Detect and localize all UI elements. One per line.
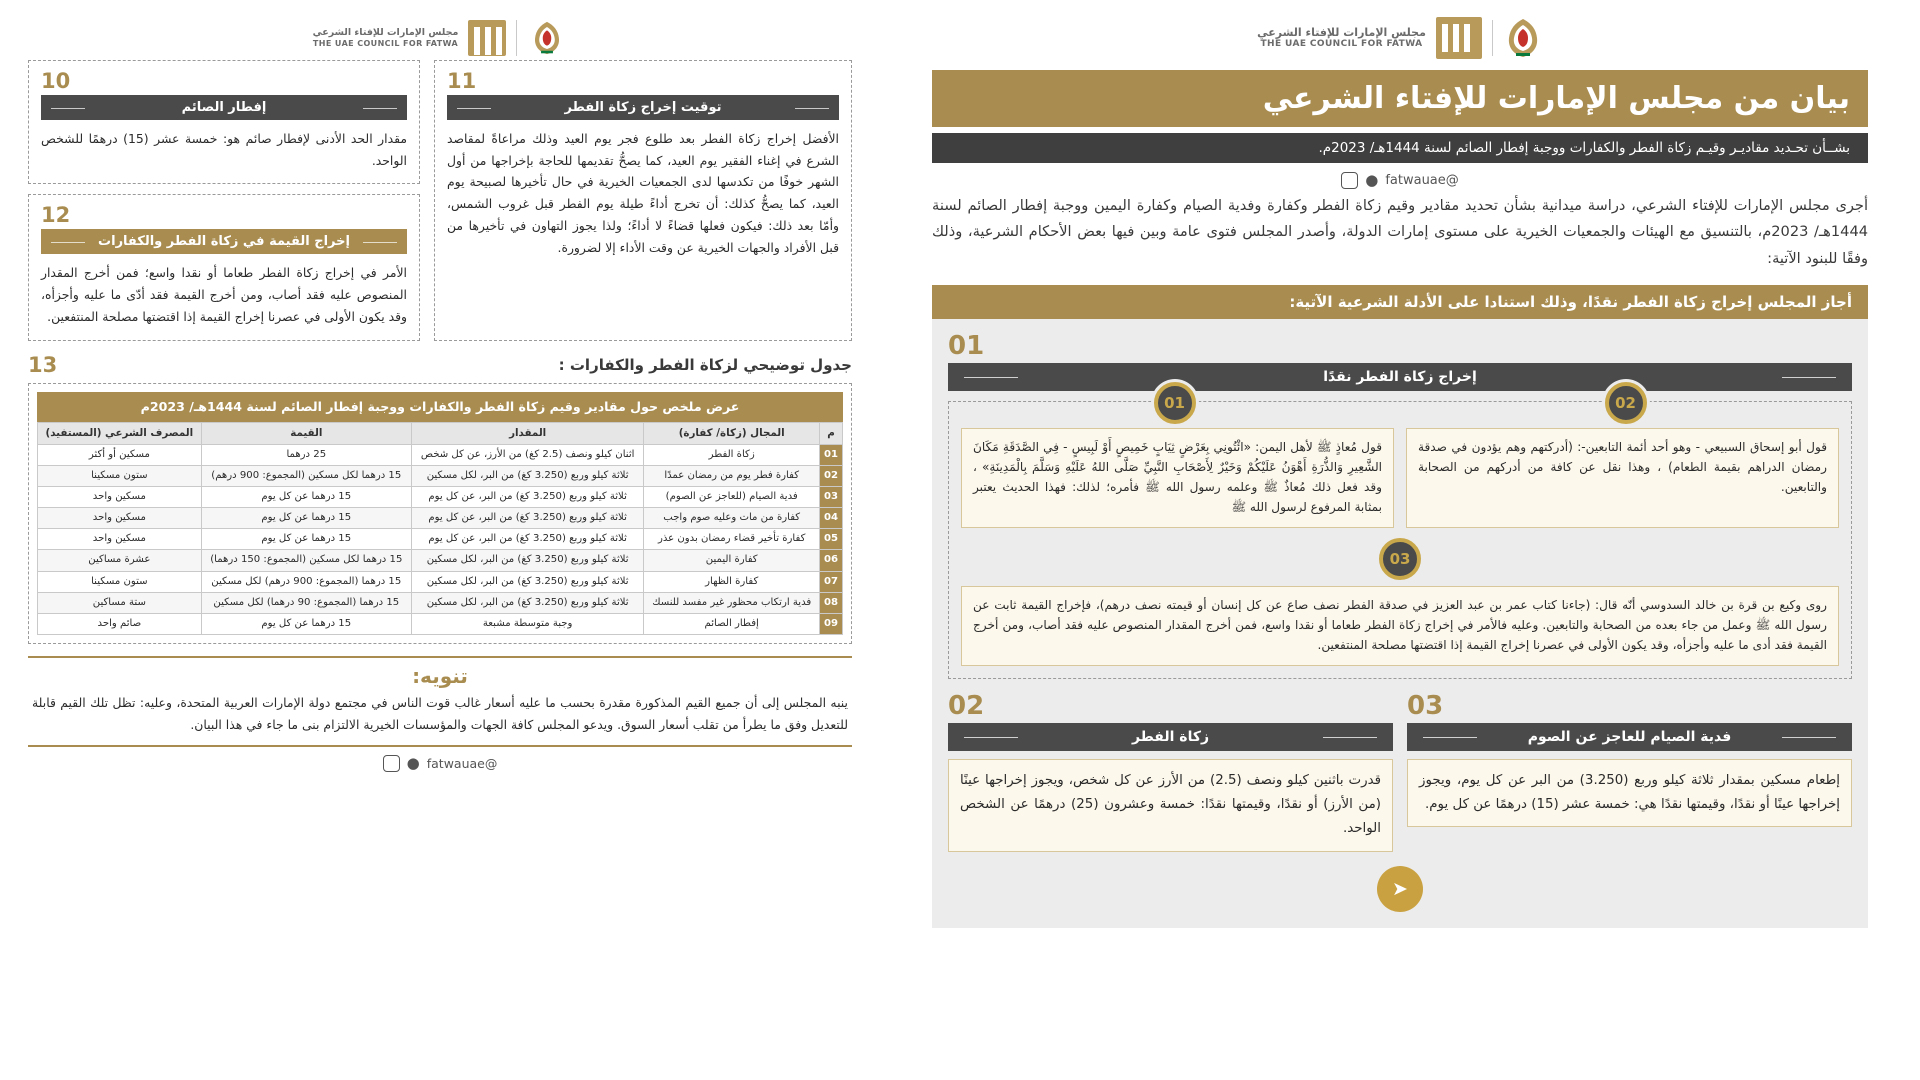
section-03-heading: فدية الصيام للعاجز عن الصوم (1407, 723, 1852, 751)
box-10-text: مقدار الحد الأدنى لإفطار صائم هو: خمسة عشر (15) درهمًا للشخص الواحد. (41, 131, 407, 168)
section-03-col (1407, 693, 1852, 851)
cell-field: كفارة فطر يوم من رمضان عمدًا (644, 465, 820, 486)
page-title: بيان من مجلس الإمارات للإفتاء الشرعي (1262, 81, 1850, 116)
uae-falcon-emblem-icon (1503, 16, 1543, 60)
evidence-cards-row (961, 428, 1839, 528)
left-panel (880, 0, 1920, 1080)
th-idx: م (819, 423, 842, 444)
handle-text-top: @fatwauae (1385, 172, 1459, 188)
box-11-number: 11 (447, 69, 477, 93)
table-caption: عرض ملخص حول مقادير وقيم زكاة الفطر والكفارات ووجبة إفطار الصائم لسنة 1444هـ/ 2023م (37, 392, 843, 423)
section-02-number: 02 (948, 691, 985, 722)
logo-left (880, 0, 1920, 60)
cell-amount: وجبة متوسطة مشبعة (411, 613, 644, 634)
section-13-number: 13 (28, 352, 58, 377)
notice-block (28, 656, 852, 747)
section-13-title: جدول توضيحي لزكاة الفطر والكفارات : (558, 355, 852, 374)
council-mark-icon-right (468, 20, 506, 56)
cell-field: فدية ارتكاب محظور غير مفسد للنسك (644, 592, 820, 613)
right-content (0, 60, 880, 772)
section-02-text: قدرت باثنين كيلو ونصف (2.5) من الأرز عن كل شخص، ويجوز إخراجها عينًا (من الأرز) أو نقدًا، وقيمتها نقدًا: خمسة وعشرون (25) درهمًا عن الشخص الواحد. (948, 759, 1393, 851)
cell-field: كفارة الظهار (644, 571, 820, 592)
evidence-circle-02: 02 (1605, 382, 1647, 424)
cell-amount: اثنان كيلو ونصف (2.5 كغ) من الأرز، عن كل شخص (411, 444, 644, 465)
box-12-heading: إخراج القيمة في زكاة الفطر والكفارات (41, 229, 407, 254)
cell-value: 15 درهما (المجموع: 90 درهما) لكل مسكين (201, 592, 411, 613)
logo-text-right (313, 27, 459, 49)
cell-beneficiary: ستة مساكين (38, 592, 202, 613)
section-13-header (28, 353, 852, 377)
cell-index: 03 (819, 487, 842, 508)
evidence-circle-03-wrap (961, 538, 1839, 580)
cell-index: 09 (819, 613, 842, 634)
table-header-row (38, 423, 843, 444)
chevron-next-icon[interactable]: ➤ (1377, 866, 1423, 912)
intro-paragraph: أجرى مجلس الإمارات للإفتاء الشرعي، دراسة ميدانية بشأن تحديد مقادير وقيم زكاة الفطر وكفارة وفدية الصيام وكفارة اليمين ووجبة إفطار الصائم لسنة 1444هـ/ 2023م، بالتنسيق مع الهيئات والجمعيات الخيرية على مستوى إمارات الدولة، وأصدر المجلس فتوى عامة وبين فيها بعض الأحكام الشرعية، وذلك وفقًا للبنود الآتية: (932, 196, 1869, 268)
logo-arabic-right: مجلس الإمارات للإفتاء الشرعي (312, 27, 459, 39)
cell-value: 25 درهما (201, 444, 411, 465)
cell-index: 01 (819, 444, 842, 465)
box-11-text: الأفضل إخراج زكاة الفطر بعد طلوع فجر يوم العيد وذلك مراعاةً لمقاصد الشرع في إغناء الفقير يوم العيد، كما يصحُّ تقديمها للحاجة بإخراجها من أول الشهر خوفًا من تكدسها لدى الجمعيات الخيرية في حال تأخيرها لصبيحة يوم العيد، كما يصحُّ كذلك: أن تخرج أداءً طيلة يوم الفطر قبل غروب الشمس، وأمّا بعد ذلك: فيكون فعلها قضاءً لا أداءً؛ ولذا يجوز التهاون في تأخيرها من قبل الأفراد والجهات الخيرية عن وقت الأداء إلا لضرورة. (447, 131, 839, 255)
section-01-heading: إخراج زكاة الفطر نقدًا (948, 363, 1852, 391)
instagram-icon[interactable] (1341, 172, 1358, 189)
th-beneficiary: المصرف الشرعي (المستفيد) (38, 423, 202, 444)
th-field: المجال (زكاة/ كفارة) (644, 423, 820, 444)
table-row (38, 508, 843, 529)
section-01-number: 01 (948, 331, 985, 362)
page-subtitle: بشــأن تحـديد مقاديـر وقيـم زكاة الفطر والكفارات ووجبة إفطار الصائم لسنة 1444هـ/ 2023م. (932, 133, 1868, 163)
cell-beneficiary: مسكين واحد (38, 487, 202, 508)
table-body (38, 444, 843, 634)
cell-index: 06 (819, 550, 842, 571)
box-10-heading: إفطار الصائم (41, 95, 407, 120)
box-12-text: الأمر في إخراج زكاة الفطر طعاما أو نقدا واسع؛ فمن أخرج المقدار المنصوص عليه فقد أصاب، ومن أخرج القيمة فقد أدّى ما عليه وأجزأه، وقد يكون الأولى في عصرنا إخراج القيمة إذا اقتضتها مصلحة المنتفعين. (41, 265, 407, 324)
evidence-card-03: روى وكيع بن قرة بن خالد السدوسي أنّه قال: (جاءنا كتاب عمر بن عبد العزيز في صدقة الفطر نصف صاع عن كل إنسان أو قيمته نصف درهم)، فإخراج القيمة ثابت عن رسول الله ﷺ وعمل من جاء بعده من الصحابة والتابعين. وعليه فالأمر في إخراج زكاة الفطر طعاما أو نقدا واسع، فمن أخرج المقدار المنصوص عليه فقد أصاب، ومن أخرج القيمة فقد أدى ما عليه وأجزأه، وقد يكون الأولى في عصرنا إخراج القيمة إذا اقتضتها مصلحة المنتفعين. (961, 586, 1839, 666)
cell-amount: ثلاثة كيلو وربع (3.250 كغ) من البر، لكل مسكين (411, 550, 644, 571)
twitter-icon[interactable]: ● (1365, 170, 1379, 189)
cell-field: كفارة اليمين (644, 550, 820, 571)
evidence-circles (949, 382, 1851, 424)
th-value: القيمة (201, 423, 411, 444)
section-band: أجاز المجلس إخراج زكاة الفطر نقدًا، وذلك استنادا على الأدلة الشرعية الآتية: (932, 285, 1868, 319)
table-row (38, 529, 843, 550)
cell-value: 15 درهما (المجموع: 900 درهم) لكل مسكين (201, 571, 411, 592)
uae-falcon-emblem-icon-right (527, 16, 567, 60)
cell-amount: ثلاثة كيلو وربع (3.250 كغ) من البر، عن كل يوم (411, 487, 644, 508)
evidence-box (932, 319, 1868, 927)
evidence-circle-01: 01 (1154, 382, 1196, 424)
cell-beneficiary: ستون مسكينا (38, 465, 202, 486)
cell-amount: ثلاثة كيلو وربع (3.250 كغ) من البر، لكل مسكين (411, 592, 644, 613)
statement-title-block (932, 70, 1868, 127)
table-row (38, 550, 843, 571)
logo-divider (1492, 20, 1493, 56)
cell-beneficiary: عشرة مساكين (38, 550, 202, 571)
logo-right (0, 0, 880, 60)
cell-beneficiary: صائم واحد (38, 613, 202, 634)
evidence-dashed-frame (948, 394, 1852, 679)
cell-field: كفارة تأخير قضاء رمضان بدون عذر (644, 529, 820, 550)
evidence-circle-03: 03 (1379, 538, 1421, 580)
logo-text (1257, 26, 1426, 51)
cell-index: 07 (819, 571, 842, 592)
logo-english-right: THE UAE COUNCIL FOR FATWA (312, 38, 459, 48)
twitter-icon-bottom[interactable]: ● (406, 753, 420, 772)
logo-divider-right (516, 20, 517, 56)
cell-beneficiary: ستون مسكينا (38, 571, 202, 592)
cell-value: 15 درهما عن كل يوم (201, 613, 411, 634)
table-row (38, 444, 843, 465)
boxes-10-11-12-row (28, 60, 852, 341)
right-panel (0, 0, 880, 1080)
cell-index: 05 (819, 529, 842, 550)
table-frame (28, 383, 852, 644)
cell-beneficiary: مسكين واحد (38, 529, 202, 550)
cell-value: 15 درهما عن كل يوم (201, 487, 411, 508)
cell-value: 15 درهما لكل مسكين (المجموع: 150 درهما) (201, 550, 411, 571)
table-row (38, 465, 843, 486)
cell-value: 15 درهما لكل مسكين (المجموع: 900 درهم) (201, 465, 411, 486)
section-02-col (948, 693, 1393, 851)
cell-amount: ثلاثة كيلو وربع (3.250 كغ) من البر، عن كل يوم (411, 529, 644, 550)
logo-arabic: مجلس الإمارات للإفتاء الشرعي (1257, 25, 1426, 39)
handle-text-bottom: @fatwauae (426, 755, 498, 771)
box-12 (28, 194, 420, 340)
evidence-card-01: قول مُعاذٍ ﷺ لأهل اليمن: «ائْتُونِي بِعَرْضٍ ثِيَابٍ خَمِيصٍ أَوْ لَبِيسٍ - فِي الصَّدَقَةِ مَكَانَ الشَّعِيرِ وَالذُّرَةِ أَهْوَنُ عَلَيْكُمْ وَخَيْرٌ لِأَصْحَابِ النَّبِيِّ صَلَّى اللهُ عَلَيْهِ وَسَلَّمَ بِالْمَدِينَةِ» ، وقد فعل ذلك مُعاذٌ ﷺ وعلمه رسول الله ﷺ فأمره؛ لذلك: فهذا الحديث يعتبر بمثابة المرفوع لرسول الله ﷺ (961, 428, 1394, 528)
cell-amount: ثلاثة كيلو وربع (3.250 كغ) من البر، لكل مسكين (411, 571, 644, 592)
boxes-10-12-col (28, 60, 420, 341)
sections-02-03-row (948, 693, 1852, 851)
table-row (38, 487, 843, 508)
cell-field: إفطار الصائم (644, 613, 820, 634)
box-10 (28, 60, 420, 184)
table-head (38, 423, 843, 444)
notice-text: ينبه المجلس إلى أن جميع القيم المذكورة مقدرة بحسب ما عليه أسعار غالب قوت الناس في مجتمع دولة الإمارات العربية المتحدة، وعليه: تظل تلك القيم قابلة للتعديل وفق ما يطرأ من تقلب أسعار السوق. ويدعو المجلس كافة الجهات والمؤسسات الخيرية الالتزام بنى ما جاء في هذا البيان. (32, 694, 848, 733)
table-row (38, 613, 843, 634)
cell-value: 15 درهما عن كل يوم (201, 529, 411, 550)
box-11-heading: توقيت إخراج زكاة الفطر (447, 95, 839, 120)
cell-amount: ثلاثة كيلو وربع (3.250 كغ) من البر، عن كل يوم (411, 508, 644, 529)
cell-index: 02 (819, 465, 842, 486)
box-11 (434, 60, 852, 341)
cell-beneficiary: مسكين واحد (38, 508, 202, 529)
cell-field: فدية الصيام (للعاجز عن الصوم) (644, 487, 820, 508)
cell-value: 15 درهما عن كل يوم (201, 508, 411, 529)
logo-english: THE UAE COUNCIL FOR FATWA (1260, 39, 1423, 50)
notice-title: تنويه: (412, 663, 468, 688)
cell-beneficiary: مسكين أو أكثر (38, 444, 202, 465)
box-10-number: 10 (41, 69, 71, 93)
summary-table (37, 422, 843, 635)
section-03-text: إطعام مسكين بمقدار ثلاثة كيلو وربع (3.250) من البر عن كل يوم، ويجوز إخراجها عينًا أو نقدًا، وقيمتها نقدًا هي: خمسة عشر (15) درهمًا عن كل يوم. (1407, 759, 1852, 827)
cell-amount: ثلاثة كيلو وربع (3.250 كغ) من البر، لكل مسكين (411, 465, 644, 486)
section-02-heading: زكاة الفطر (948, 723, 1393, 751)
table-row (38, 571, 843, 592)
th-amount: المقدار (411, 423, 644, 444)
cell-index: 04 (819, 508, 842, 529)
social-handle-top (880, 172, 1920, 189)
social-handle-bottom (28, 755, 852, 772)
table-row (38, 592, 843, 613)
cell-field: كفارة من مات وعليه صوم واجب (644, 508, 820, 529)
council-mark-icon (1436, 17, 1482, 59)
cell-index: 08 (819, 592, 842, 613)
section-13 (28, 353, 852, 644)
cell-field: زكاة الفطر (644, 444, 820, 465)
instagram-icon-bottom[interactable] (383, 755, 400, 772)
section-03-number: 03 (1407, 691, 1444, 722)
box-12-number: 12 (41, 203, 71, 228)
evidence-card-02: قول أبو إسحاق السبيعي - وهو أحد أئمة التابعين-: (أدركتهم وهم يؤدون في صدقة رمضان الدراهم بقيمة الطعام) ، وهذا نقل عن كافة من أدركهم من الصحابة والتابعين. (1406, 428, 1839, 528)
